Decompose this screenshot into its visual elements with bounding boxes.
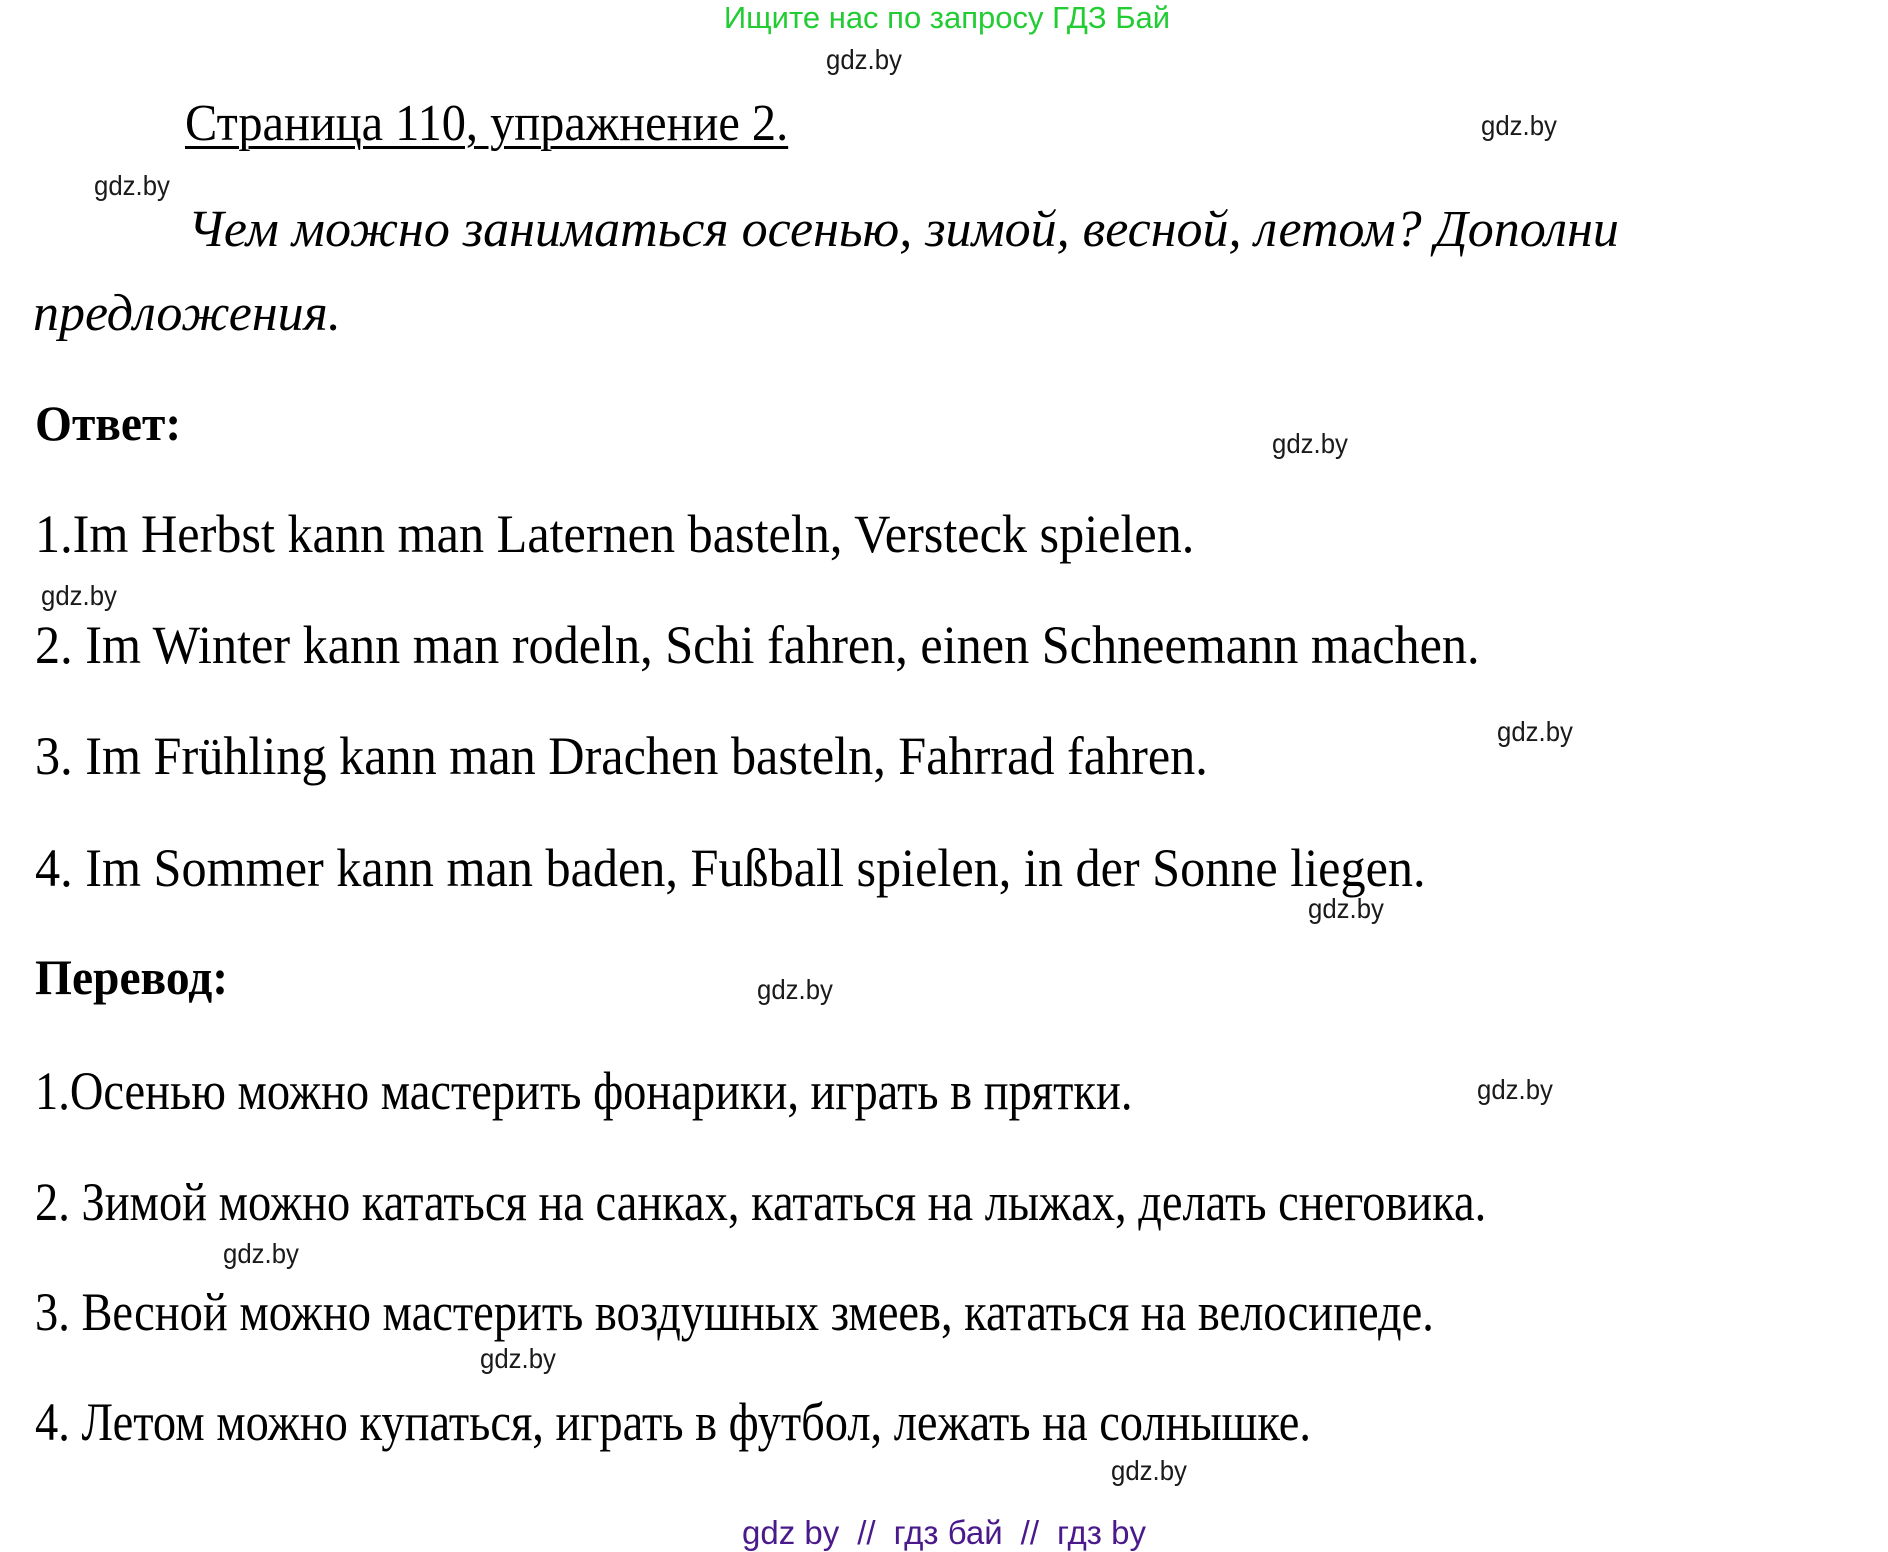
watermark: gdz.by (1481, 110, 1557, 141)
footer-separator: // (857, 1514, 876, 1551)
answer-item: 3. Im Frühling kann man Drachen basteln, Fahrrad fahren. (35, 726, 1208, 786)
watermark: gdz.by (1497, 716, 1573, 747)
watermark: gdz.by (94, 170, 170, 201)
translation-heading: Перевод: (35, 949, 229, 1005)
translation-item: 2. Зимой можно кататься на санках, кататься на лыжах, делать снеговика. (35, 1172, 1487, 1232)
watermark: gdz.by (1477, 1074, 1553, 1105)
watermark: gdz.by (1111, 1455, 1187, 1486)
translation-item: 3. Весной можно мастерить воздушных змеев, кататься на велосипеде. (35, 1282, 1434, 1342)
footer-link-gdz-by[interactable]: gdz by (742, 1514, 840, 1551)
page-title: Страница 110, упражнение 2. (185, 95, 789, 152)
watermark: gdz.by (757, 974, 833, 1005)
watermark: gdz.by (480, 1343, 556, 1374)
answer-heading: Ответ: (35, 395, 182, 451)
footer-link-gdz-by-cyr[interactable]: гдз by (1057, 1514, 1146, 1551)
translation-item: 4. Летом можно купаться, играть в футбол, лежать на солнышке. (35, 1392, 1312, 1452)
answer-item: 1.Im Herbst kann man Laternen basteln, Versteck spielen. (35, 504, 1195, 564)
search-banner (0, 0, 1888, 36)
task-text-line-2: предложения. (33, 285, 341, 342)
footer-links (0, 1514, 1888, 1552)
watermark: gdz.by (41, 580, 117, 611)
footer-separator: // (1020, 1514, 1039, 1551)
watermark: gdz.by (1308, 893, 1384, 924)
task-text-line-1: Чем можно заниматься осенью, зимой, весной, летом? Дополни (188, 201, 1619, 258)
answer-item: 2. Im Winter kann man rodeln, Schi fahren, einen Schneemann machen. (35, 615, 1480, 675)
translation-item: 1.Осенью можно мастерить фонарики, играть в прятки. (35, 1061, 1133, 1121)
watermark: gdz.by (826, 44, 902, 75)
watermark: gdz.by (1272, 428, 1348, 459)
answer-item: 4. Im Sommer kann man baden, Fußball spielen, in der Sonne liegen. (35, 838, 1426, 898)
footer-link-gdz-bai[interactable]: гдз бай (893, 1514, 1003, 1551)
search-banner-text: Ищите нас по запросу ГДЗ Бай (723, 0, 1171, 35)
watermark: gdz.by (223, 1238, 299, 1269)
